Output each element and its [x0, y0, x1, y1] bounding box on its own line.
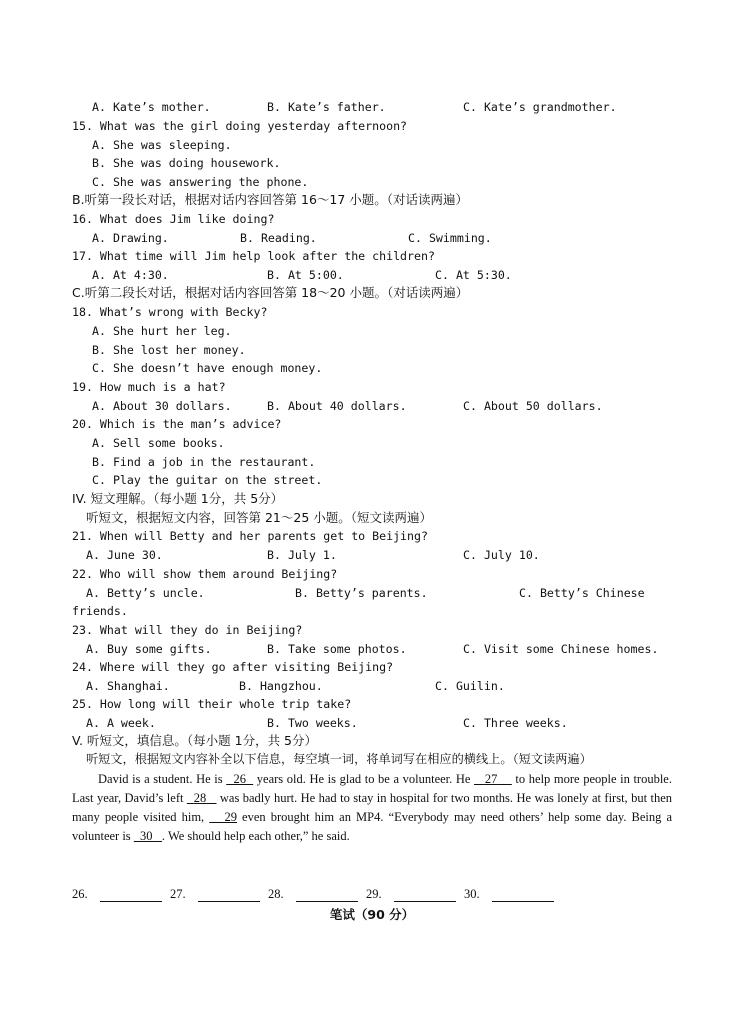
q15-option-b: B. She was doing housework. — [92, 156, 281, 170]
q19-option-c: C. About 50 dollars. — [463, 399, 603, 413]
q18-option-b: B. She lost her money. — [92, 343, 246, 357]
q17-option-a: A. At 4:30. — [92, 268, 169, 282]
q18-option-a: A. She hurt her leg. — [92, 324, 232, 338]
q16-stem: 16. What does Jim like doing? — [72, 212, 275, 226]
section-iv-heading: IV. 短文理解。（每小题 1分，共 5分） — [72, 491, 284, 506]
q17-options — [92, 267, 692, 283]
q17-stem: 17. What time will Jim help look after the children? — [72, 249, 435, 263]
q16-option-c: C. Swimming. — [408, 231, 492, 245]
answer-line-28[interactable] — [296, 889, 358, 902]
q20-option-a: A. Sell some books. — [92, 436, 225, 450]
q19-option-b: B. About 40 dollars. — [267, 399, 407, 413]
answer-line-30[interactable] — [492, 889, 554, 902]
q16-option-a: A. Drawing. — [92, 231, 169, 245]
q21-stem: 21. When will Betty and her parents get to Beijing? — [72, 529, 428, 543]
q15-option-c: C. She was answering the phone. — [92, 175, 309, 189]
answer-label-29: 29. — [366, 887, 382, 901]
passage-part-6: . We should help each other,” he said. — [161, 829, 350, 843]
q22-option-c-continued: friends. — [72, 604, 128, 618]
passage-part-2: years old. He is glad to be a volunteer. He — [253, 772, 475, 786]
q22-stem: 22. Who will show them around Beijing? — [72, 567, 338, 581]
q14-option-c: C. Kate’s grandmother. — [463, 100, 617, 114]
q24-options — [86, 678, 686, 694]
blank-30 — [134, 829, 162, 843]
q23-option-a: A. Buy some gifts. — [86, 642, 212, 656]
q23-option-b: B. Take some photos. — [267, 642, 407, 656]
q25-option-a: A. A week. — [86, 716, 156, 730]
blank-26 — [226, 772, 253, 786]
section-v-instructions: 听短文，根据短文内容补全以下信息，每空填一词，将单词写在相应的横线上。（短文读两遍） — [86, 752, 592, 766]
blank-29 — [209, 810, 237, 824]
q18-stem: 18. What’s wrong with Becky? — [72, 305, 268, 319]
q18-option-c: C. She doesn’t have enough money. — [92, 361, 323, 375]
q25-options — [86, 715, 686, 731]
section-c-heading: C.听第二段长对话，根据对话内容回答第 18～20 小题。（对话读两遍） — [72, 285, 469, 300]
answer-label-28: 28. — [268, 887, 284, 901]
q25-option-b: B. Two weeks. — [267, 716, 358, 730]
q20-stem: 20. Which is the man’s advice? — [72, 417, 282, 431]
blank-28-number: 28 — [193, 791, 207, 805]
passage-part-3: to help more people in trouble. Last year, David’s left — [72, 772, 672, 805]
q14-option-b: B. Kate’s father. — [267, 100, 386, 114]
q23-option-c: C. Visit some Chinese homes. — [463, 642, 659, 656]
answer-blanks — [72, 887, 672, 905]
q17-option-c: C. At 5:30. — [435, 268, 512, 282]
answer-label-30: 30. — [464, 887, 480, 901]
answer-line-26[interactable] — [100, 889, 162, 902]
passage-part-4: was badly hurt. He had to stay in hospital for two months. He was lonely at first, but then many people visited him, — [72, 791, 672, 824]
fill-in-passage — [72, 770, 672, 846]
q21-option-c: C. July 10. — [463, 548, 540, 562]
passage-part-1: David is a student. He is — [98, 772, 227, 786]
q21-option-b: B. July 1. — [267, 548, 337, 562]
blank-29-number: 29 — [224, 810, 237, 824]
q20-option-b: B. Find a job in the restaurant. — [92, 455, 316, 469]
q24-option-a: A. Shanghai. — [86, 679, 170, 693]
q23-stem: 23. What will they do in Beijing? — [72, 623, 303, 637]
answer-label-26: 26. — [72, 887, 88, 901]
answer-label-27: 27. — [170, 887, 186, 901]
q16-options — [92, 230, 692, 246]
q19-stem: 19. How much is a hat? — [72, 380, 226, 394]
q24-option-b: B. Hangzhou. — [239, 679, 323, 693]
section-iv-instructions: 听短文，根据短文内容，回答第 21～25 小题。（短文读两遍） — [86, 510, 433, 525]
q21-option-a: A. June 30. — [86, 548, 163, 562]
q19-options — [92, 398, 692, 414]
blank-30-number: 30 — [140, 829, 153, 843]
q22-option-a: A. Betty’s uncle. — [86, 586, 205, 600]
blank-27 — [474, 772, 512, 786]
q22-options — [86, 585, 686, 601]
q21-options — [86, 547, 686, 563]
blank-27-number: 27 — [484, 772, 498, 786]
section-b-heading: B.听第一段长对话，根据对话内容回答第 16～17 小题。（对话读两遍） — [72, 192, 469, 207]
q24-stem: 24. Where will they go after visiting Beijing? — [72, 660, 394, 674]
q16-option-b: B. Reading. — [240, 231, 317, 245]
q24-option-c: C. Guilin. — [435, 679, 505, 693]
q15-stem: 15. What was the girl doing yesterday afternoon? — [72, 119, 408, 133]
q17-option-b: B. At 5:00. — [267, 268, 344, 282]
passage-part-5: even brought him an MP4. “Everybody may need others’ help some day. Being a volunteer is — [72, 810, 673, 843]
answer-line-29[interactable] — [394, 889, 456, 902]
q25-stem: 25. How long will their whole trip take? — [72, 697, 352, 711]
q19-option-a: A. About 30 dollars. — [92, 399, 232, 413]
section-v-heading: V. 听短文，填信息。（每小题 1分，共 5分） — [72, 733, 317, 748]
written-test-title: 笔试（90 分） — [329, 907, 415, 922]
blank-26-number: 26 — [233, 772, 246, 786]
answer-line-27[interactable] — [198, 889, 260, 902]
q23-options — [86, 641, 686, 657]
q22-option-b: B. Betty’s parents. — [295, 586, 428, 600]
blank-28 — [187, 791, 217, 805]
q22-option-c: C. Betty’s Chinese — [519, 586, 645, 600]
q14-option-a: A. Kate’s mother. — [92, 100, 211, 114]
q15-option-a: A. She was sleeping. — [92, 138, 232, 152]
q25-option-c: C. Three weeks. — [463, 716, 568, 730]
q14-options — [92, 99, 692, 115]
q20-option-c: C. Play the guitar on the street. — [92, 473, 323, 487]
